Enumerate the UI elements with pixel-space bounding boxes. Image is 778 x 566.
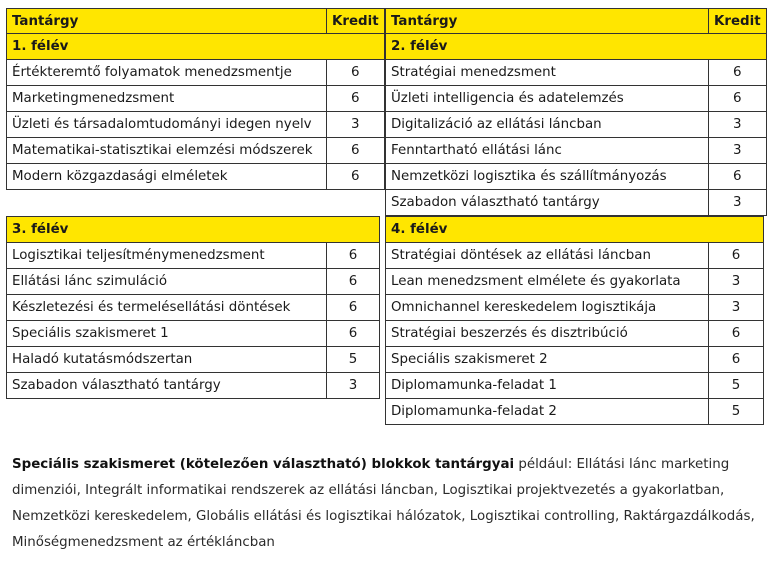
table-row	[386, 321, 764, 347]
course-credit: 6	[327, 269, 380, 295]
course-credit: 5	[709, 373, 764, 399]
note-bold-text: Speciális szakismeret (kötelezően választható) blokkok tantárgyai	[12, 457, 515, 472]
course-credit: 6	[327, 164, 385, 190]
credit-header: Kredit	[327, 9, 385, 34]
course-credit: 5	[327, 347, 380, 373]
table-row	[7, 86, 385, 112]
course-name: Stratégiai menedzsment	[386, 60, 709, 86]
course-credit: 3	[709, 269, 764, 295]
course-name: Ellátási lánc szimuláció	[7, 269, 327, 295]
semester-1-table	[6, 8, 385, 190]
course-name: Üzleti intelligencia és adatelemzés	[386, 86, 709, 112]
course-credit: 6	[709, 243, 764, 269]
course-name: Marketingmenedzsment	[7, 86, 327, 112]
specialization-note	[12, 452, 772, 556]
subject-header: Tantárgy	[7, 9, 327, 34]
semester-2-table	[385, 8, 767, 216]
semester-title: 3. félév	[7, 217, 380, 243]
course-credit: 6	[709, 86, 767, 112]
table-row	[386, 164, 767, 190]
table-row	[7, 112, 385, 138]
semester-title-row	[386, 34, 767, 60]
credit-header: Kredit	[709, 9, 767, 34]
course-name: Digitalizáció az ellátási láncban	[386, 112, 709, 138]
table-row	[7, 373, 380, 399]
note-text: például: Ellátási lánc marketing dimenziói, Integrált informatikai rendszerek az ellátási láncban, Logisztikai projektvezetés a gyakorlatban, Nemzetközi kereskedelem, Globális ellátási és logisztikai hálózatok, Logisztikai controlling, Raktárgazdálkodás, Minőségmenedzsment az értékláncban	[12, 457, 755, 550]
course-credit: 6	[709, 321, 764, 347]
semester-title-row	[386, 217, 764, 243]
table-row	[386, 112, 767, 138]
course-credit: 6	[327, 321, 380, 347]
course-name: Lean menedzsment elmélete és gyakorlata	[386, 269, 709, 295]
course-name: Omnichannel kereskedelem logisztikája	[386, 295, 709, 321]
semester-title: 1. félév	[7, 34, 385, 60]
course-credit: 3	[709, 112, 767, 138]
semester-3-table	[6, 216, 380, 399]
course-credit: 3	[327, 373, 380, 399]
table-row	[7, 60, 385, 86]
course-name: Diplomamunka-feladat 1	[386, 373, 709, 399]
course-name: Speciális szakismeret 2	[386, 347, 709, 373]
course-name: Stratégiai döntések az ellátási láncban	[386, 243, 709, 269]
table-row	[386, 86, 767, 112]
course-credit: 6	[327, 295, 380, 321]
table-row	[386, 190, 767, 216]
course-credit: 6	[709, 164, 767, 190]
course-name: Speciális szakismeret 1	[7, 321, 327, 347]
table-row	[386, 60, 767, 86]
semester-4-table	[385, 216, 764, 425]
course-name: Üzleti és társadalomtudományi idegen nyelv	[7, 112, 327, 138]
course-credit: 6	[327, 138, 385, 164]
table-row	[7, 138, 385, 164]
course-name: Logisztikai teljesítménymenedzsment	[7, 243, 327, 269]
table-row	[386, 269, 764, 295]
table-row	[386, 399, 764, 425]
course-name: Fenntartható ellátási lánc	[386, 138, 709, 164]
course-credit: 5	[709, 399, 764, 425]
table-header-row	[7, 9, 385, 34]
table-row	[7, 321, 380, 347]
course-name: Készletezési és termelésellátási döntések	[7, 295, 327, 321]
course-credit: 3	[709, 138, 767, 164]
course-credit: 6	[327, 243, 380, 269]
semester-title-row	[7, 34, 385, 60]
semester-title: 2. félév	[386, 34, 767, 60]
table-header-row	[386, 9, 767, 34]
table-row	[7, 243, 380, 269]
subject-header: Tantárgy	[386, 9, 709, 34]
table-row	[7, 269, 380, 295]
course-credit: 3	[709, 295, 764, 321]
table-row	[386, 243, 764, 269]
table-row	[7, 164, 385, 190]
table-row	[386, 347, 764, 373]
course-credit: 6	[327, 86, 385, 112]
course-name: Nemzetközi logisztika és szállítmányozás	[386, 164, 709, 190]
course-credit: 3	[709, 190, 767, 216]
course-name: Szabadon választható tantárgy	[7, 373, 327, 399]
semester-title-row	[7, 217, 380, 243]
course-credit: 6	[709, 347, 764, 373]
table-row	[386, 295, 764, 321]
table-row	[7, 347, 380, 373]
table-row	[7, 295, 380, 321]
course-name: Értékteremtő folyamatok menedzsmentje	[7, 60, 327, 86]
table-row	[386, 373, 764, 399]
course-credit: 6	[709, 60, 767, 86]
course-credit: 6	[327, 60, 385, 86]
course-name: Stratégiai beszerzés és disztribúció	[386, 321, 709, 347]
course-credit: 3	[327, 112, 385, 138]
course-name: Haladó kutatásmódszertan	[7, 347, 327, 373]
course-name: Szabadon választható tantárgy	[386, 190, 709, 216]
course-name: Matematikai-statisztikai elemzési módszerek	[7, 138, 327, 164]
table-row	[386, 138, 767, 164]
course-name: Diplomamunka-feladat 2	[386, 399, 709, 425]
course-name: Modern közgazdasági elméletek	[7, 164, 327, 190]
semester-title: 4. félév	[386, 217, 764, 243]
